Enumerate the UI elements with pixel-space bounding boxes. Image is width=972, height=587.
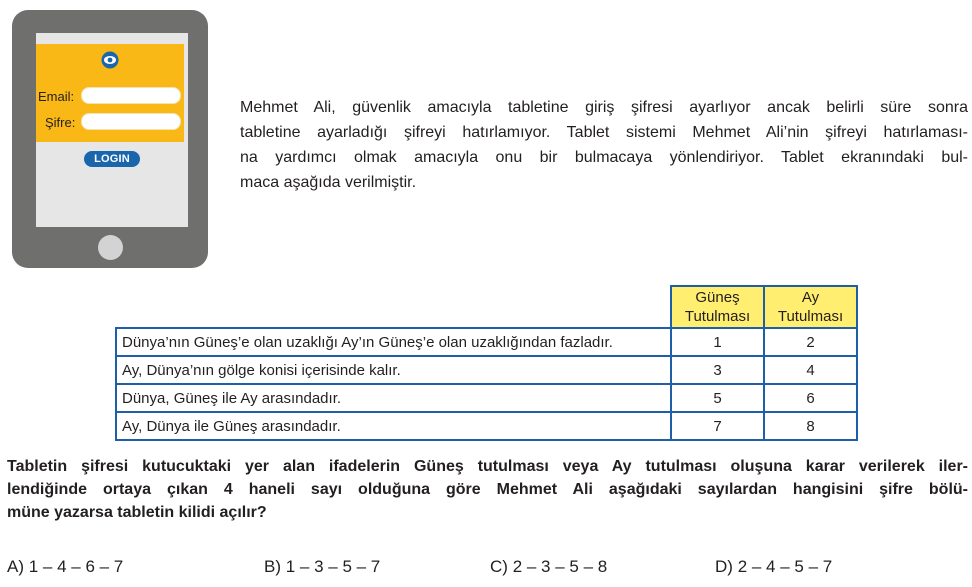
option-letter: C) [490, 557, 508, 576]
option-letter: D) [715, 557, 733, 576]
statement-cell: Dünya’nın Güneş’e olan uzaklığı Ay’ın Güneş’e olan uzaklığından fazladır. [116, 328, 671, 356]
intro-line: tabletine ayarladığı şifreyi hatırlamıyor. Tablet sistemi Mehmet Ali’nin şifreyi hatırlaması- [240, 124, 968, 141]
table-corner [116, 286, 671, 328]
intro-paragraph [240, 95, 968, 195]
tablet-illustration [12, 10, 208, 268]
option-d[interactable] [715, 557, 832, 577]
login-button[interactable]: LOGIN [84, 151, 140, 167]
option-text: 1 – 4 – 6 – 7 [28, 557, 124, 576]
intro-line: Mehmet Ali, güvenlik amacıyla tabletine giriş şifresi ayarlıyor ancak belirli süre sonra [240, 99, 968, 116]
statement-cell: Ay, Dünya’nın gölge konisi içerisinde kalır. [116, 356, 671, 384]
table-row [116, 384, 857, 412]
option-a[interactable] [7, 557, 123, 577]
table-row [116, 356, 857, 384]
table-row [116, 412, 857, 440]
question-text [7, 455, 968, 524]
statement-cell: Ay, Dünya ile Güneş arasındadır. [116, 412, 671, 440]
login-panel [36, 44, 184, 142]
question-line: lendiğinde ortaya çıkan 4 haneli sayı olduğuna göre Mehmet Ali aşağıdaki sayılardan hangisini şifre bölü- [7, 481, 968, 498]
intro-line: na yardımcı olmak amacıyla onu bir bulmacaya yönlendiriyor. Tablet ekranındaki bul- [240, 149, 968, 166]
solar-value-cell: 3 [671, 356, 764, 384]
eclipse-table [115, 285, 858, 441]
statement-cell: Dünya, Güneş ile Ay arasındadır. [116, 384, 671, 412]
lunar-value-cell: 8 [764, 412, 857, 440]
option-b[interactable] [264, 557, 380, 577]
home-button[interactable] [98, 235, 123, 260]
table-row [116, 328, 857, 356]
header-lunar-eclipse: Ay Tutulması [764, 286, 857, 328]
solar-value-cell: 5 [671, 384, 764, 412]
eye-icon [101, 51, 119, 69]
password-label: Şifre: [45, 115, 76, 130]
table-header-row [116, 286, 857, 328]
solar-value-cell: 1 [671, 328, 764, 356]
solar-value-cell: 7 [671, 412, 764, 440]
question-line: Tabletin şifresi kutucuktaki yer alan ifadelerin Güneş tutulması veya Ay tutulması oluşuna karar verilerek iler- [7, 458, 968, 475]
email-label: Email: [38, 89, 75, 104]
lunar-value-cell: 4 [764, 356, 857, 384]
option-text: 1 – 3 – 5 – 7 [285, 557, 381, 576]
header-solar-eclipse: Güneş Tutulması [671, 286, 764, 328]
option-letter: A) [7, 557, 24, 576]
option-text: 2 – 4 – 5 – 7 [737, 557, 833, 576]
lunar-value-cell: 6 [764, 384, 857, 412]
option-letter: B) [264, 557, 281, 576]
option-text: 2 – 3 – 5 – 8 [512, 557, 608, 576]
lunar-value-cell: 2 [764, 328, 857, 356]
intro-line: maca aşağıda verilmiştir. [240, 174, 417, 191]
password-field[interactable] [81, 113, 181, 130]
option-c[interactable] [490, 557, 607, 577]
email-field[interactable] [81, 87, 181, 104]
question-line: müne yazarsa tabletin kilidi açılır? [7, 504, 267, 521]
tablet-screen [36, 33, 188, 227]
